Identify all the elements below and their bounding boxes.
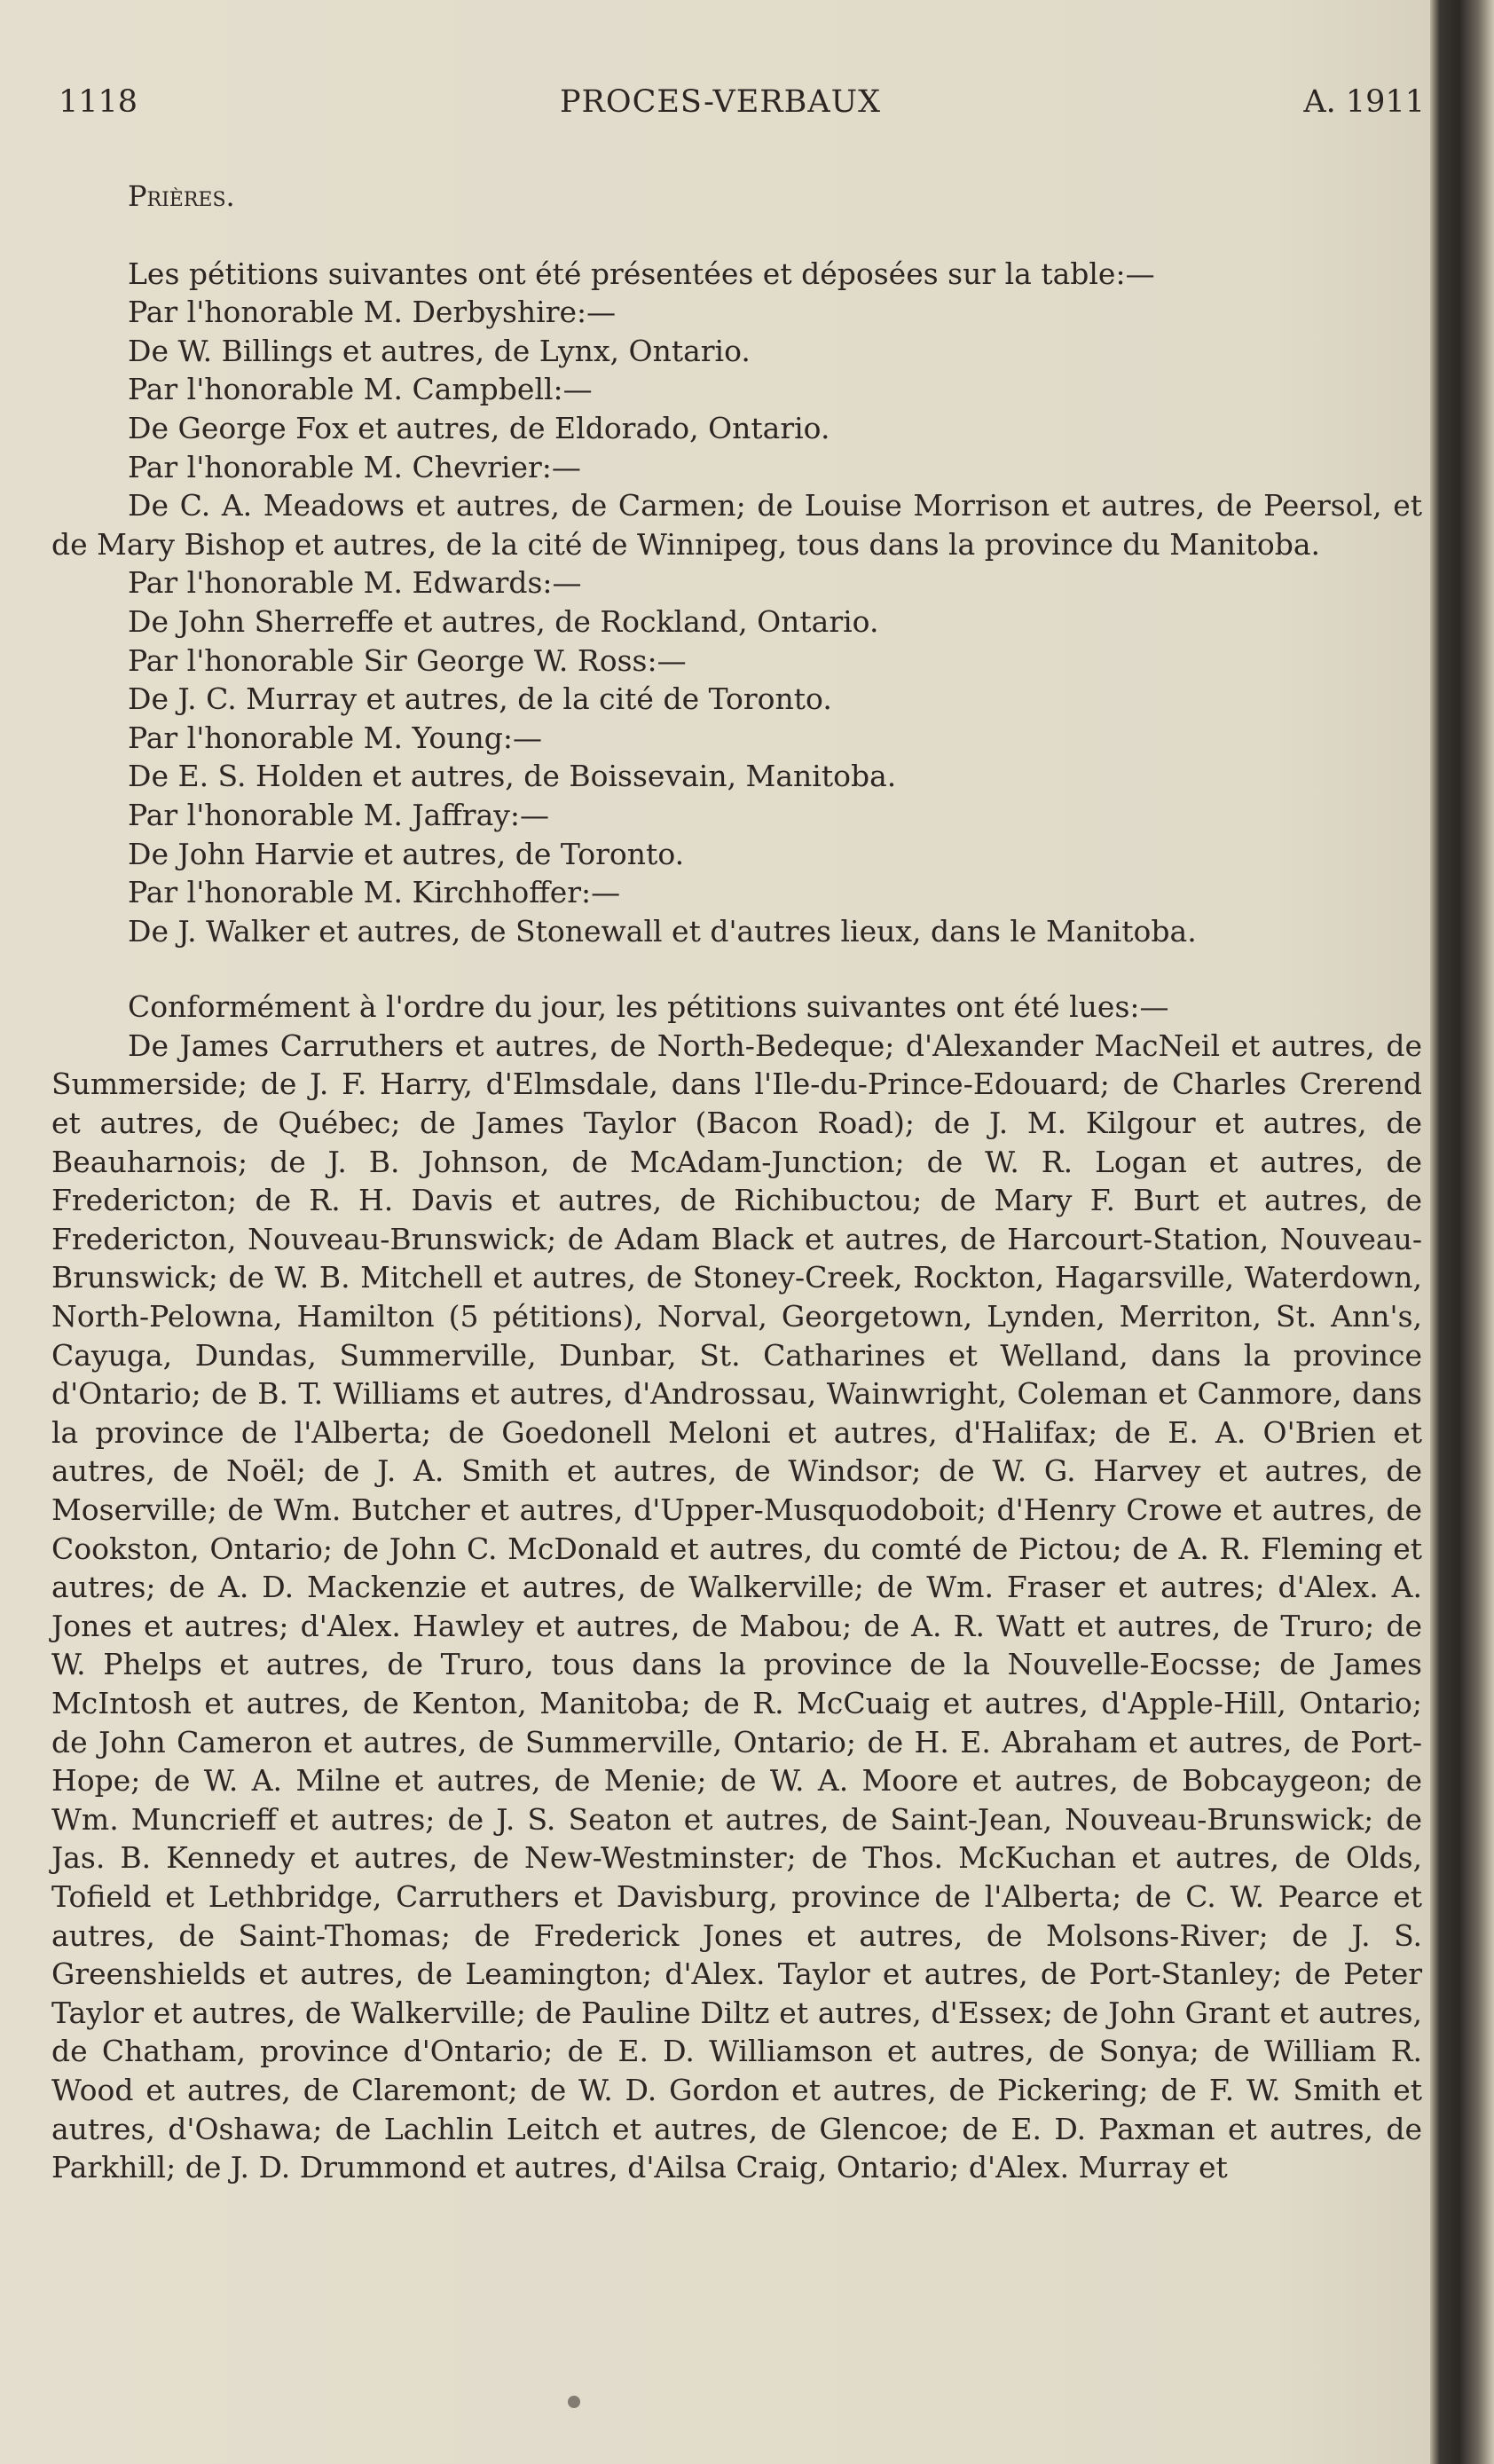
- petition-line: De George Fox et autres, de Eldorado, Ontario.: [128, 410, 830, 445]
- petition-line: De W. Billings et autres, de Lynx, Ontario.: [128, 333, 751, 368]
- session-year: A. 1911: [1303, 84, 1425, 120]
- petition-line: De John Sherreffe et autres, de Rockland, Ontario.: [128, 603, 879, 639]
- petition-line: De J. C. Murray et autres, de la cité de Toronto.: [128, 681, 832, 717]
- petition-line: Par l'honorable M. Campbell:—: [128, 372, 593, 407]
- binding-edge: [1430, 0, 1494, 2464]
- page-number: 1118: [59, 84, 138, 120]
- petition-line: Par l'honorable M. Young:—: [128, 720, 542, 755]
- section-title: Prières.: [128, 179, 235, 213]
- petition-line: Par l'honorable Sir George W. Ross:—: [128, 642, 687, 678]
- paragraph-gap: [51, 950, 1422, 988]
- petition-line: De E. S. Holden et autres, de Boissevain, Manitoba.: [128, 759, 897, 794]
- petition-line: De John Harvie et autres, de Toronto.: [128, 836, 685, 871]
- ink-spot: [568, 2396, 580, 2408]
- petition-line: Par l'honorable M. Chevrier:—: [128, 449, 581, 484]
- petition-line: Par l'honorable M. Jaffray:—: [128, 797, 550, 832]
- read-petitions-list: De James Carruthers et autres, de North-Bedeque; d'Alexander MacNeil et autres, de Summerside; de J. F. Harry, d'Elmsdale, dans l'Ile-du-Prince-Edouard; de Charles Crerend et autres, de Québec; de James Taylor (Bacon Road); de J. M. Kilgour et autres, de Beauharnois; de J. B. Johnson, de McAdam-Junction; de W. R. Logan et autres, de Fredericton; de R. H. Davis et autres, de Richibuctou; de Mary F. Burt et autres, de Fredericton, Nouveau-Brunswick; de Adam Black et autres, de Harcourt-Station, Nouveau-Brunswick; de W. B. Mitchell et autres, de Stoney-Creek, Rockton, Hagarsville, Waterdown, North-Pelowna, Hamilton (5 pétitions), Norval, Georgetown, Lynden, Merriton, St. Ann's, Cayuga, Dundas, Summerville, Dunbar, St. Catharines et Welland, dans la province d'Ontario; de B. T. Williams et autres, d'Androssau, Wainwright, Coleman et Canmore, dans la province de l'Alberta; de Goedonell Meloni et autres, d'Halifax; de E. A. O'Brien et autres, de Noël; de J. A. Smith et autres, de Windsor; de W. G. Harvey et autres, de Moserville; de Wm. Butcher et autres, d'Upper-Musquodoboit; d'Henry Crowe et autres, de Cookston, Ontario; de John C. McDonald et autres, du comté de Pictou; de A. R. Fleming et autres; de A. D. Mackenzie et autres, de Walkerville; de Wm. Fraser et autres; d'Alex. A. Jones et autres; d'Alex. Hawley et autres, de Mabou; de A. R. Watt et autres, de Truro; de W. Phelps et autres, de Truro, tous dans la province de la Nouvelle-Eocsse; de James McIntosh et autres, de Kenton, Manitoba; de R. McCuaig et autres, d'Apple-Hill, Ontario; de John Cameron et autres, de Summerville, Ontario; de H. E. Abraham et autres, de Port-Hope; de W. A. Milne et autres, de Menie; de W. A. Moore et autres, de Bobcaygeon; de Wm. Muncrieff et autres; de J. S. Seaton et autres, de Saint-Jean, Nouveau-Brunswick; de Jas. B. Kennedy et autres, de New-Westminster; de Thos. McKuchan et autres, de Olds, Tofield et Lethbridge, Carruthers et Davisburg, province de l'Alberta; de C. W. Pearce et autres, de Saint-Thomas; de Frederick Jones et autres, de Molsons-River; de J. S. Greenshields et autres, de Leamington; d'Alex. Taylor et autres, de Port-Stanley; de Peter Taylor et autres, de Walkerville; de Pauline Diltz et autres, d'Essex; de John Grant et autres, de Chatham, province d'Ontario; de E. D. Williamson et autres, de Sonya; de William R. Wood et autres, de Claremont; de W. D. Gordon et autres, de Pickering; de F. W. Smith et autres, d'Oshawa; de Lachlin Leitch et autres, de Glencoe; de E. D. Paxman et autres, de Parkhill; de J. D. Drummond et autres, d'Ailsa Craig, Ontario; d'Alex. Murray et: [51, 1027, 1422, 2185]
- petition-line: De J. Walker et autres, de Stonewall et d'autres lieux, dans le Manitoba.: [128, 913, 1197, 949]
- petition-line: Par l'honorable M. Derbyshire:—: [128, 295, 617, 330]
- page-header: [59, 84, 1425, 129]
- chevrier-petition: De C. A. Meadows et autres, de Carmen; de Louise Morrison et autres, de Peersol, et de Mary Bishop et autres, de la cité de Winnipeg, tous dans la province du Manitoba.: [51, 488, 1422, 562]
- petition-line: Par l'honorable M. Edwards:—: [128, 565, 582, 601]
- page-body: [51, 177, 1422, 2187]
- running-title: PROCES-VERBAUX: [560, 84, 882, 120]
- petitions-intro: Les pétitions suivantes ont été présentées et déposées sur la table:—: [128, 256, 1155, 291]
- petition-line: Par l'honorable M. Kirchhoffer:—: [128, 875, 621, 910]
- read-petitions-intro: Conformément à l'ordre du jour, les pétitions suivantes ont été lues:—: [128, 989, 1169, 1025]
